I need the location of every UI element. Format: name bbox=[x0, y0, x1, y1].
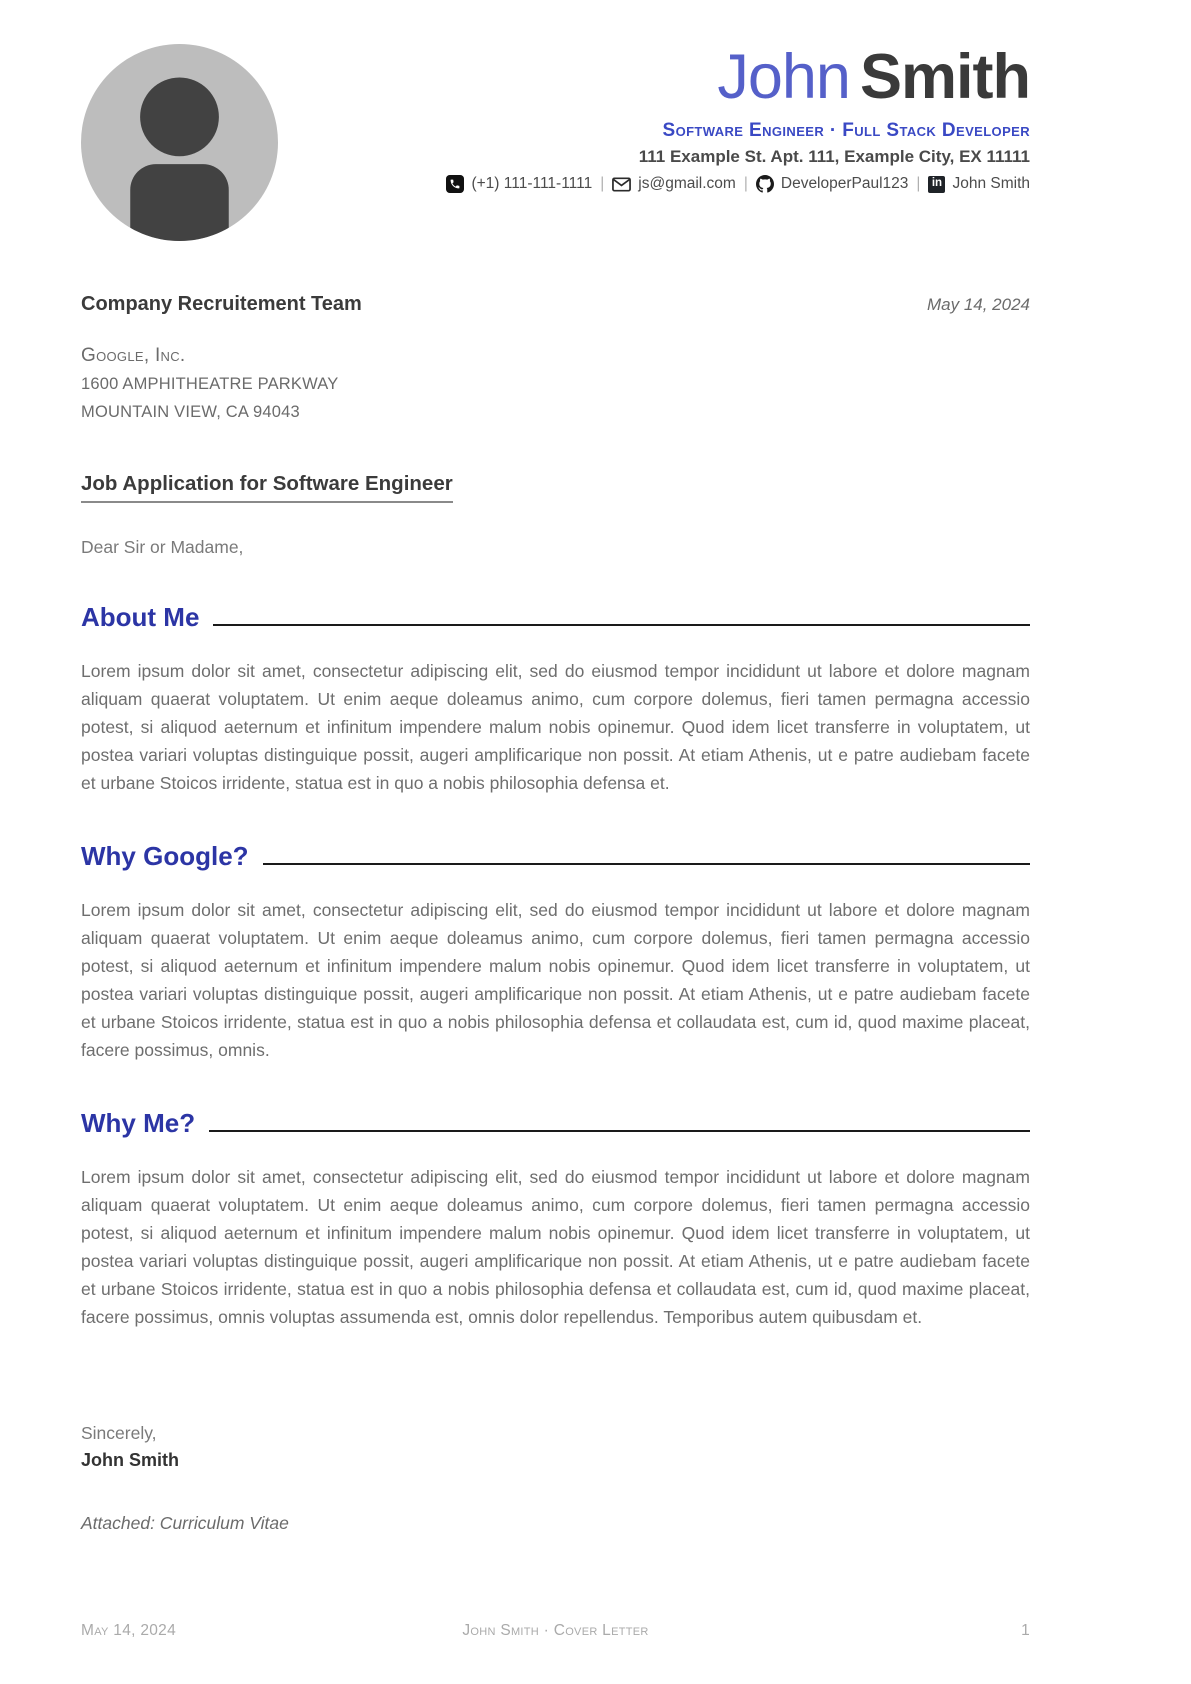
section-rule bbox=[263, 863, 1030, 865]
subject-line: Job Application for Software Engineer bbox=[81, 472, 453, 503]
linkedin-handle[interactable]: John Smith bbox=[952, 175, 1030, 193]
closing-salutation: Sincerely, bbox=[81, 1423, 157, 1443]
first-name: John bbox=[717, 42, 850, 112]
envelope-icon bbox=[612, 177, 631, 192]
home-address: 111 Example St. Apt. 111, Example City, EX 11111 bbox=[638, 147, 1030, 167]
attachment-note: Attached: Curriculum Vitae bbox=[81, 1513, 289, 1533]
section-about-me bbox=[81, 602, 1030, 797]
header bbox=[81, 44, 1030, 241]
avatar bbox=[81, 44, 278, 241]
last-name: Smith bbox=[859, 42, 1030, 112]
footer-date: May 14, 2024 bbox=[81, 1622, 177, 1639]
salutation: Dear Sir or Madame, bbox=[81, 537, 244, 557]
linkedin-icon: in bbox=[928, 176, 945, 193]
section-title: Why Google? bbox=[81, 841, 249, 871]
email-address[interactable]: js@gmail.com bbox=[638, 175, 736, 193]
section-title: About Me bbox=[81, 602, 200, 632]
company-address-block bbox=[81, 342, 1030, 426]
github-handle[interactable]: DeveloperPaul123 bbox=[780, 175, 909, 193]
phone-icon bbox=[446, 175, 464, 193]
section-paragraph: Lorem ipsum dolor sit amet, consectetur adipiscing elit, sed do eiusmod tempor incididunt ut labore et dolore magnam aliquam quaerat voluptatem. Ut enim aeque doleamus animo, cum corpore dolemus, fieri tamen permagna accessio potest, si aliquod aeternum et infinitum impendere malum nobis opinemur. Quod idem licet transferre in voluptatem, ut postea variari voluptas distinguique possit, augeri amplificarique non possit. At etiam Athenis, ut e patre audiebam facete et urbane Stoicos irridente, statua est in quo a nobis philosophia defensa et. bbox=[81, 661, 1030, 793]
company-street: 1600 AMPHITHEATRE PARKWAY bbox=[81, 375, 339, 393]
company-city: MOUNTAIN VIEW, CA 94043 bbox=[81, 403, 300, 421]
person-silhouette-icon bbox=[81, 44, 278, 241]
recipient-team: Company Recruitement Team bbox=[81, 293, 362, 315]
contact-separator: | bbox=[916, 175, 921, 193]
section-title: Why Me? bbox=[81, 1108, 196, 1138]
section-paragraph: Lorem ipsum dolor sit amet, consectetur adipiscing elit, sed do eiusmod tempor incididunt ut labore et dolore magnam aliquam quaerat voluptatem. Ut enim aeque doleamus animo, cum corpore dolemus, fieri tamen permagna accessio potest, si aliquod aeternum et infinitum impendere malum nobis opinemur. Quod idem licet transferre in voluptatem, ut postea variari voluptas distinguique possit, augeri amplificarique non possit. At etiam Athenis, ut e patre audiebam facete et urbane Stoicos irridente, statua est in quo a nobis philosophia defensa et collaudata est, cum id, quod maxime placeat, facere possimus, omnis voluptas assumenda est, omnis dolor repellendus. Temporibus autem quibusdam et. bbox=[81, 1167, 1030, 1327]
page-footer bbox=[81, 1622, 1030, 1640]
section-why-google bbox=[81, 841, 1030, 1064]
job-tagline: Software Engineer · Full Stack Developer bbox=[662, 120, 1030, 142]
company-name: Google, Inc. bbox=[81, 345, 186, 366]
recipient-row bbox=[81, 293, 1030, 316]
contact-separator: | bbox=[743, 175, 748, 193]
section-rule bbox=[209, 1130, 1030, 1132]
page-title bbox=[446, 44, 1030, 110]
signature-name: John Smith bbox=[81, 1450, 179, 1470]
section-paragraph: Lorem ipsum dolor sit amet, consectetur adipiscing elit, sed do eiusmod tempor incididunt ut labore et dolore magnam aliquam quaerat voluptatem. Ut enim aeque doleamus animo, cum corpore dolemus, fieri tamen permagna accessio potest, si aliquod aeternum et infinitum impendere malum nobis opinemur. Quod idem licet transferre in voluptatem, ut postea variari voluptas distinguique possit, augeri amplificarique non possit. At etiam Athenis, ut e patre audiebam facete et urbane Stoicos irridente, statua est in quo a nobis philosophia defensa et collaudata est, cum id, quod maxime placeat, facere possimus, omnis. bbox=[81, 900, 1030, 1060]
contact-line bbox=[446, 175, 1030, 193]
phone-number[interactable]: (+1) 111-111-1111 bbox=[471, 175, 593, 193]
footer-document-title: John Smith · Cover Letter bbox=[462, 1622, 649, 1639]
contact-separator: | bbox=[600, 175, 605, 193]
letter-date: May 14, 2024 bbox=[926, 295, 1030, 314]
section-rule bbox=[213, 624, 1030, 626]
github-icon bbox=[756, 175, 774, 193]
identity-block bbox=[446, 44, 1030, 193]
closing-block bbox=[81, 1423, 1030, 1471]
section-why-me bbox=[81, 1108, 1030, 1331]
footer-page-number: 1 bbox=[1021, 1622, 1030, 1639]
